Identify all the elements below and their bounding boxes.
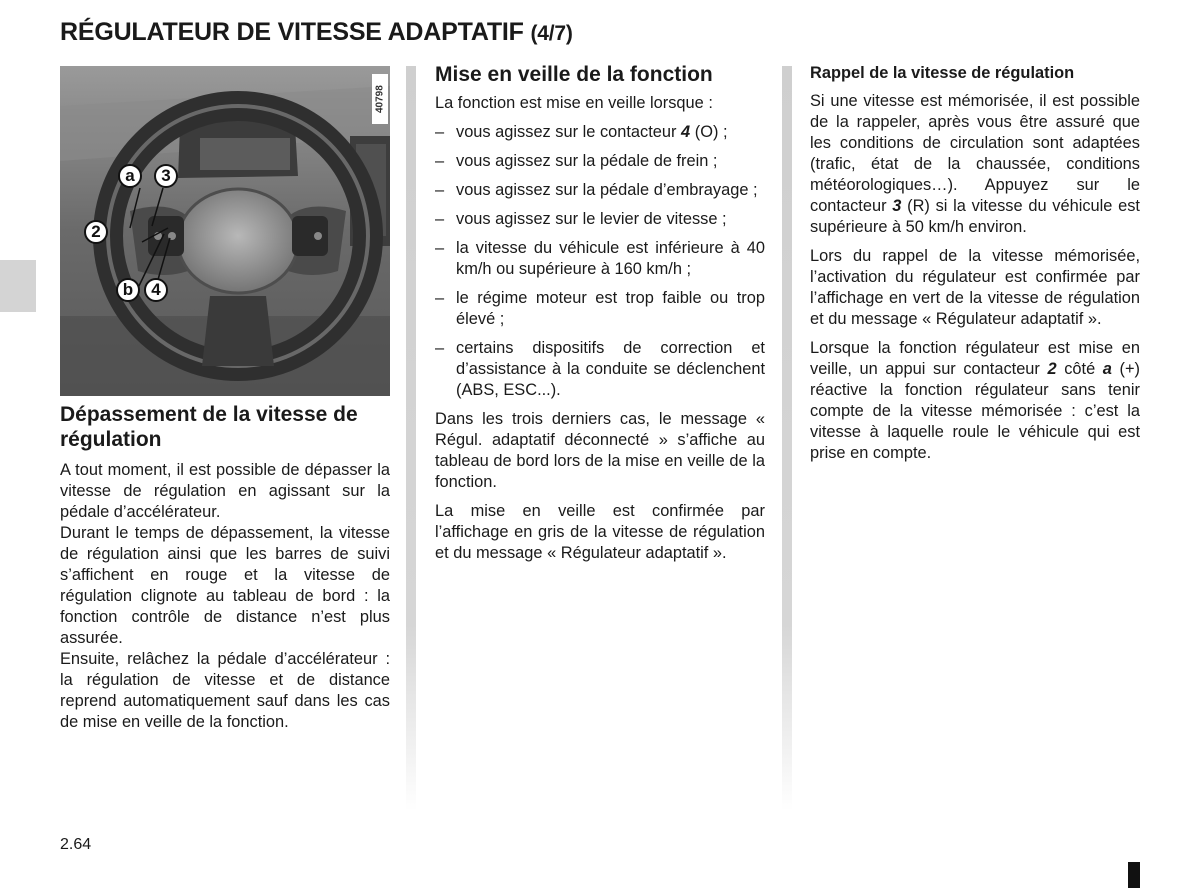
callout-b: b <box>116 278 140 302</box>
switch-ref-2: 2 <box>1047 360 1057 378</box>
page-title <box>60 18 573 47</box>
list-item: – vous agissez sur le contacteur 4 (O) ; <box>435 123 728 141</box>
section-heading-overtaking: Dépassement de la vitesse de régulation <box>60 403 358 451</box>
list-item: – vous agissez sur le levier de vitesse ; <box>435 210 727 228</box>
paragraph-recall-3: Lorsque la fonction régulateur est mise en veille, un appui sur contacteur 2 côté a (+) réactive la fonction régulateur sans tenir compte de la vitesse mémorisée : c’est la vitesse à laquelle roule le véhicule qui est prise en compte. <box>810 339 1140 462</box>
page-edge-marker <box>1128 862 1140 888</box>
switch-ref-4: 4 <box>681 123 691 141</box>
callout-2: 2 <box>84 220 108 244</box>
paragraph-overtaking-1: A tout moment, il est possible de dépasser la vitesse de régulation en agissant sur la pédale d’accélérateur. <box>60 461 390 521</box>
left-column <box>60 402 390 733</box>
column-divider-2 <box>782 66 792 811</box>
page-number: 2.64 <box>60 836 92 853</box>
list-item: – la vitesse du véhicule est inférieure à 40 km/h ou supérieure à 160 km/h ; <box>435 239 765 278</box>
switch-ref-a: a <box>1102 360 1112 378</box>
chapter-tab <box>0 260 36 312</box>
figure-id: 40798 <box>372 74 388 124</box>
paragraph-overtaking-3: Ensuite, relâchez la pédale d’accélérateur : la régulation de vitesse et de distance reprend automatiquement sauf dans les cas de mise en veille de la fonction. <box>60 650 390 731</box>
callout-a: a <box>118 164 142 188</box>
page-title-text: RÉGULATEUR DE VITESSE ADAPTATIF <box>60 18 524 46</box>
list-item: – certains dispositifs de correction et d’assistance à la conduite se déclenchent (ABS, ESC...). <box>435 339 765 399</box>
list-item: – le régime moteur est trop faible ou trop élevé ; <box>435 289 765 328</box>
switch-ref-3: 3 <box>892 197 902 215</box>
right-column <box>810 63 1140 472</box>
callout-3: 3 <box>154 164 178 188</box>
page-title-suffix: (4/7) <box>530 22 573 45</box>
list-item: – vous agissez sur la pédale de frein ; <box>435 152 718 170</box>
paragraph-standby-message: Dans les trois derniers cas, le message « Régul. adaptatif déconnecté » s’affiche au tableau de bord lors de la mise en veille de la fonction. <box>435 410 765 491</box>
paragraph-recall-1: Si une vitesse est mémorisée, il est possible de la rappeler, après vous être assuré que les conditions de circulation sont adaptées (trafic, état de la chaussée, conditions météorologiques…). Appuyez sur le contacteur 3 (R) si la vitesse du véhicule est supérieure à 50 km/h environ. <box>810 92 1140 236</box>
standby-conditions-list <box>435 122 765 401</box>
section-heading-standby: Mise en veille de la fonction <box>435 63 713 86</box>
column-divider-1 <box>406 66 416 811</box>
paragraph-recall-2: Lors du rappel de la vitesse mémorisée, l’activation du régulateur est confirmée par l’affichage en vert de la vitesse de régulation et du message « Régulateur adaptatif ». <box>810 247 1140 328</box>
callout-4: 4 <box>144 278 168 302</box>
steering-wheel-illustration <box>60 66 390 396</box>
steering-wheel-figure <box>60 66 390 396</box>
paragraph-standby-confirm: La mise en veille est confirmée par l’affichage en gris de la vitesse de régulation et du message « Régulateur adaptatif ». <box>435 502 765 562</box>
paragraph-overtaking-2: Durant le temps de dépassement, la vitesse de régulation ainsi que les barres de suivi s’affichent en rouge et la vitesse de régulation clignote au tableau de bord : la fonction contrôle de distance n’est plus assurée. <box>60 524 390 647</box>
list-item: – vous agissez sur la pédale d’embrayage ; <box>435 181 758 199</box>
section-heading-recall: Rappel de la vitesse de régulation <box>810 64 1075 82</box>
standby-intro: La fonction est mise en veille lorsque : <box>435 94 713 112</box>
middle-column <box>435 62 765 572</box>
